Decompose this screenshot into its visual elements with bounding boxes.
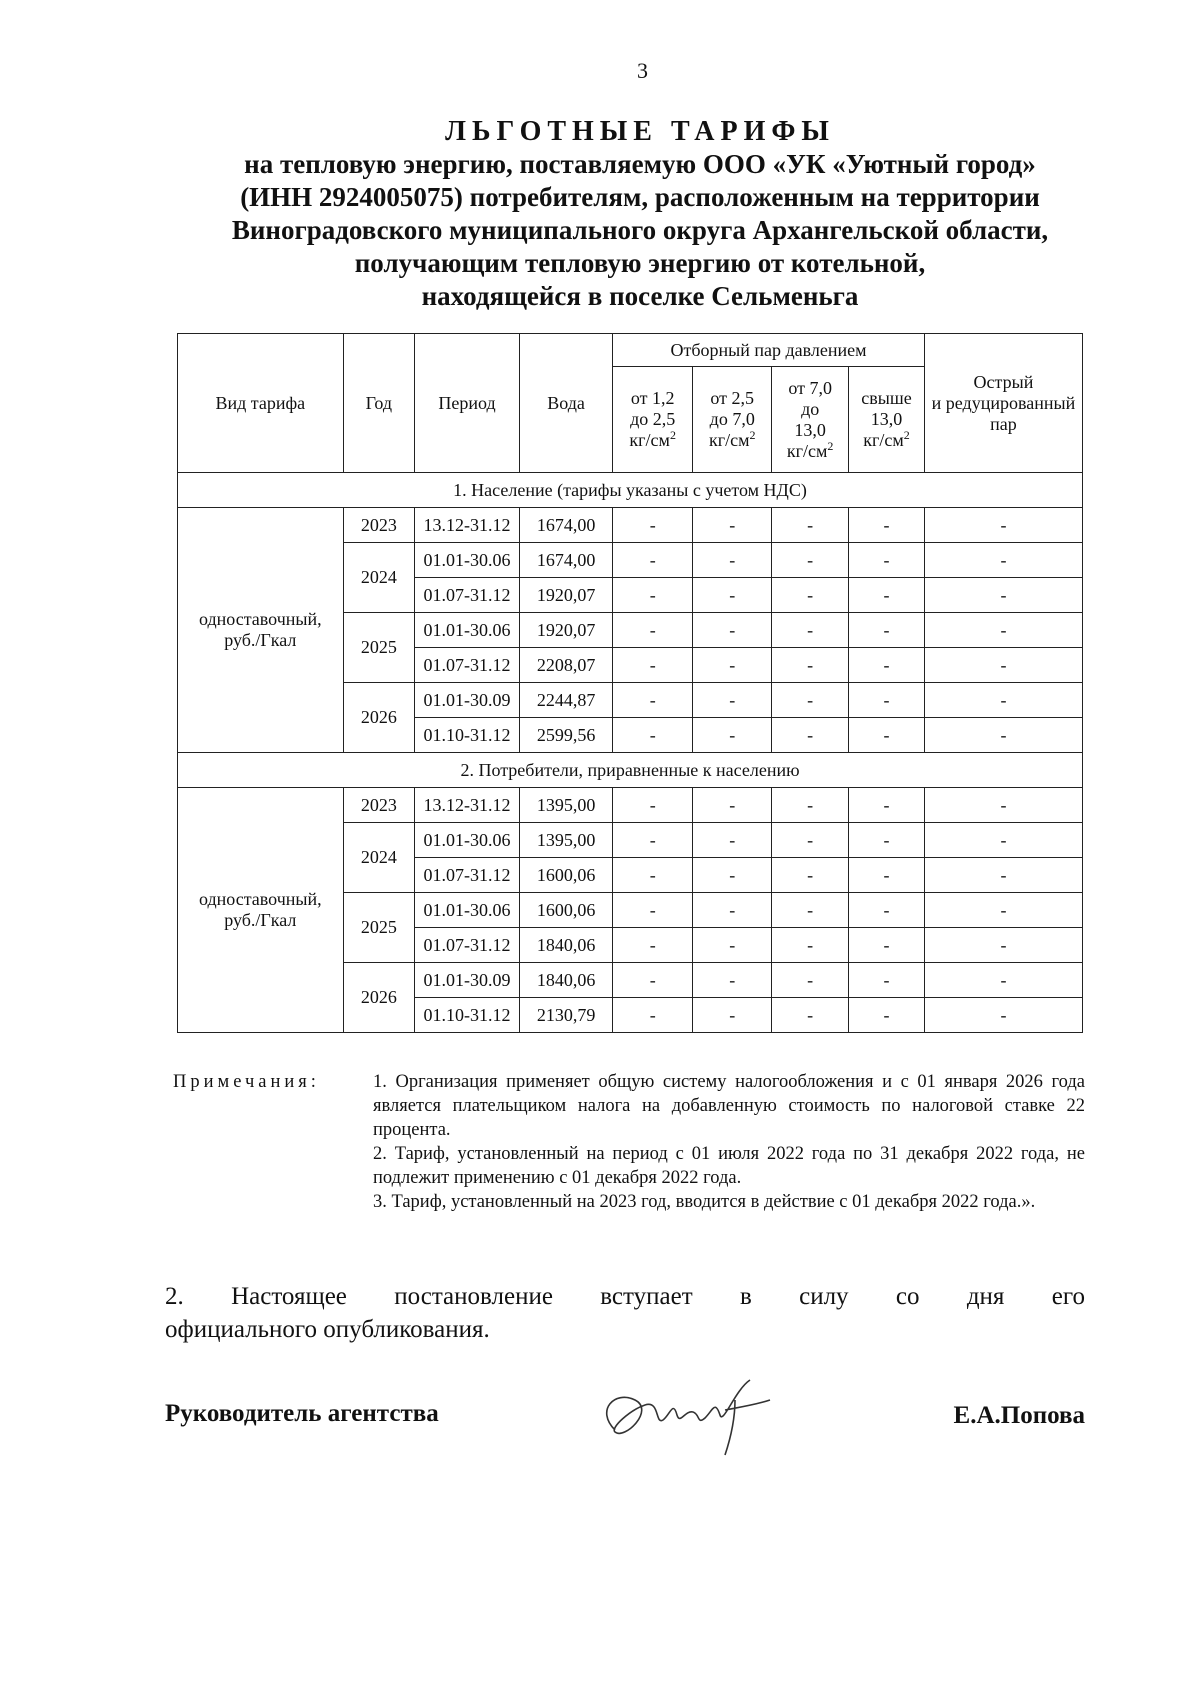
period-cell: 01.01-30.06 xyxy=(415,613,520,648)
period-cell: 13.12-31.12 xyxy=(415,788,520,823)
period-cell: 13.12-31.12 xyxy=(415,508,520,543)
water-value-cell: 2130,79 xyxy=(520,998,613,1033)
year-cell: 2023 xyxy=(343,788,414,823)
dash-cell: - xyxy=(924,543,1082,578)
section-title: 1. Население (тарифы указаны с учетом НДС) xyxy=(178,473,1083,508)
unit-exponent: 2 xyxy=(903,428,910,442)
period-cell: 01.07-31.12 xyxy=(415,858,520,893)
note-item: 1. Организация применяет общую систему налогообложения и с 01 января 2026 года является плательщиком налога на добавленную стоимость по налоговой ставке 22 процента. xyxy=(373,1072,1085,1140)
period-cell: 01.07-31.12 xyxy=(415,578,520,613)
dash-cell: - xyxy=(924,963,1082,998)
dash-cell: - xyxy=(613,963,693,998)
note-item: 3. Тариф, установленный на 2023 год, вводится в действие с 01 декабря 2022 года.». xyxy=(373,1192,1036,1212)
title-line: получающим тепловую энергию от котельной, xyxy=(354,248,926,278)
dash-cell: - xyxy=(613,613,693,648)
dash-cell: - xyxy=(849,578,925,613)
dash-cell: - xyxy=(693,823,772,858)
year-cell: 2025 xyxy=(343,893,414,963)
unit-text: кг/см xyxy=(863,430,904,450)
section-row xyxy=(178,753,1083,788)
dash-cell: - xyxy=(693,578,772,613)
handwritten-signature xyxy=(585,1370,785,1460)
water-value-cell: 1674,00 xyxy=(520,508,613,543)
header-sharp-line: пар xyxy=(990,413,1017,434)
period-cell: 01.07-31.12 xyxy=(415,928,520,963)
dash-cell: - xyxy=(924,893,1082,928)
dash-cell: - xyxy=(613,508,693,543)
tariff-table xyxy=(177,333,1083,1033)
year-cell: 2025 xyxy=(343,613,414,683)
title-line: (ИНН 2924005075) потребителям, расположенным на территории xyxy=(240,182,1040,212)
header-steam-line: до xyxy=(801,398,820,419)
water-value-cell: 2599,56 xyxy=(520,718,613,753)
notes-list xyxy=(373,1070,1085,1214)
table-row xyxy=(178,508,1083,543)
dash-cell: - xyxy=(772,788,849,823)
dash-cell: - xyxy=(924,683,1082,718)
title-line: находящейся в поселке Сельменьга xyxy=(421,281,859,311)
header-steam-unit xyxy=(774,438,846,462)
dash-cell: - xyxy=(849,648,925,683)
header-steam-line: до 2,5 xyxy=(630,409,676,429)
period-cell: 01.10-31.12 xyxy=(415,718,520,753)
water-value-cell: 1840,06 xyxy=(520,928,613,963)
unit-exponent: 2 xyxy=(669,428,676,442)
year-cell: 2026 xyxy=(343,963,414,1033)
header-steam-2 xyxy=(693,367,772,473)
dash-cell: - xyxy=(849,508,925,543)
dash-cell: - xyxy=(693,858,772,893)
dash-cell: - xyxy=(924,788,1082,823)
dash-cell: - xyxy=(613,578,693,613)
header-year: Год xyxy=(343,334,414,473)
paragraph-line: 2. Настоящее постановление вступает в силу со дня его xyxy=(165,1283,1085,1310)
header-steam-line: 13,0 xyxy=(870,409,903,429)
dash-cell: - xyxy=(772,613,849,648)
dash-cell: - xyxy=(924,928,1082,963)
unit-text: кг/см xyxy=(708,430,750,450)
dash-cell: - xyxy=(849,998,925,1033)
dash-cell: - xyxy=(924,508,1082,543)
dash-cell: - xyxy=(849,858,925,893)
dash-cell: - xyxy=(772,998,849,1033)
header-period: Период xyxy=(415,334,520,473)
dash-cell: - xyxy=(772,893,849,928)
water-value-cell: 1600,06 xyxy=(520,893,613,928)
dash-cell: - xyxy=(693,613,772,648)
period-cell: 01.01-30.09 xyxy=(415,683,520,718)
period-cell: 01.01-30.09 xyxy=(415,963,520,998)
title-line: на тепловую энергию, поставляемую ООО «УК «Уютный город» xyxy=(244,149,1036,179)
header-steam-unit xyxy=(615,430,690,451)
section-row xyxy=(178,473,1083,508)
dash-cell: - xyxy=(613,718,693,753)
dash-cell: - xyxy=(772,963,849,998)
year-cell: 2023 xyxy=(343,508,414,543)
header-sharp-line: и редуцированный xyxy=(931,392,1076,413)
dash-cell: - xyxy=(693,893,772,928)
header-steam-group: Отборный пар давлением xyxy=(613,334,925,367)
dash-cell: - xyxy=(849,613,925,648)
dash-cell: - xyxy=(849,823,925,858)
dash-cell: - xyxy=(924,613,1082,648)
dash-cell: - xyxy=(772,543,849,578)
header-steam-line: 13,0 xyxy=(794,419,826,440)
header-sharp-steam xyxy=(924,334,1082,473)
tariff-type-line: одноставочный, xyxy=(199,609,322,629)
period-cell: 01.01-30.06 xyxy=(415,893,520,928)
dash-cell: - xyxy=(613,788,693,823)
dash-cell: - xyxy=(924,858,1082,893)
dash-cell: - xyxy=(772,928,849,963)
period-cell: 01.07-31.12 xyxy=(415,648,520,683)
dash-cell: - xyxy=(772,683,849,718)
period-cell: 01.01-30.06 xyxy=(415,823,520,858)
header-steam-line: от 1,2 xyxy=(630,388,675,408)
dash-cell: - xyxy=(849,963,925,998)
table-row xyxy=(178,788,1083,823)
header-steam-line: от 7,0 xyxy=(788,377,832,398)
dash-cell: - xyxy=(613,858,693,893)
dash-cell: - xyxy=(693,928,772,963)
tariff-type-line: руб./Гкал xyxy=(224,630,297,650)
dash-cell: - xyxy=(613,823,693,858)
water-value-cell: 2244,87 xyxy=(520,683,613,718)
dash-cell: - xyxy=(772,718,849,753)
period-cell: 01.10-31.12 xyxy=(415,998,520,1033)
dash-cell: - xyxy=(613,683,693,718)
unit-exponent: 2 xyxy=(749,428,756,442)
header-tariff-type: Вид тарифа xyxy=(178,334,344,473)
dash-cell: - xyxy=(693,998,772,1033)
tariff-type-line: руб./Гкал xyxy=(224,910,297,930)
dash-cell: - xyxy=(924,578,1082,613)
section-title: 2. Потребители, приравненные к населению xyxy=(178,753,1083,788)
dash-cell: - xyxy=(924,823,1082,858)
tariff-type-cell xyxy=(178,508,344,753)
dash-cell: - xyxy=(693,963,772,998)
notes-label: Примечания: xyxy=(173,1072,320,1092)
water-value-cell: 1840,06 xyxy=(520,963,613,998)
dash-cell: - xyxy=(613,893,693,928)
header-steam-line: свыше xyxy=(861,388,912,408)
year-cell: 2024 xyxy=(343,823,414,893)
dash-cell: - xyxy=(613,998,693,1033)
header-sharp-line: Острый xyxy=(973,371,1034,392)
dash-cell: - xyxy=(924,718,1082,753)
unit-text: кг/см xyxy=(786,440,828,461)
dash-cell: - xyxy=(772,578,849,613)
header-steam-unit xyxy=(851,430,922,451)
water-value-cell: 1920,07 xyxy=(520,578,613,613)
header-steam-1 xyxy=(613,367,693,473)
water-value-cell: 1674,00 xyxy=(520,543,613,578)
dash-cell: - xyxy=(772,648,849,683)
dash-cell: - xyxy=(693,543,772,578)
dash-cell: - xyxy=(772,823,849,858)
dash-cell: - xyxy=(849,683,925,718)
water-value-cell: 1600,06 xyxy=(520,858,613,893)
header-steam-3 xyxy=(772,367,849,473)
dash-cell: - xyxy=(613,648,693,683)
header-water: Вода xyxy=(520,334,613,473)
resolution-paragraph xyxy=(165,1280,1085,1346)
tariff-type-cell xyxy=(178,788,344,1033)
title-line: Виноградовского муниципального округа Архангельской области, xyxy=(231,215,1049,245)
dash-cell: - xyxy=(693,648,772,683)
water-value-cell: 1395,00 xyxy=(520,823,613,858)
year-cell: 2026 xyxy=(343,683,414,753)
dash-cell: - xyxy=(849,788,925,823)
dash-cell: - xyxy=(772,508,849,543)
dash-cell: - xyxy=(849,928,925,963)
water-value-cell: 1395,00 xyxy=(520,788,613,823)
signer-role: Руководитель агентства xyxy=(165,1400,439,1427)
header-steam-unit xyxy=(695,430,769,451)
dash-cell: - xyxy=(613,928,693,963)
dash-cell: - xyxy=(772,858,849,893)
water-value-cell: 2208,07 xyxy=(520,648,613,683)
dash-cell: - xyxy=(924,998,1082,1033)
header-steam-4 xyxy=(849,367,925,473)
dash-cell: - xyxy=(693,683,772,718)
dash-cell: - xyxy=(613,543,693,578)
dash-cell: - xyxy=(693,718,772,753)
title-main: ЛЬГОТНЫЕ ТАРИФЫ xyxy=(445,116,835,147)
dash-cell: - xyxy=(693,508,772,543)
tariff-type-line: одноставочный, xyxy=(199,889,322,909)
signature-block xyxy=(165,1370,1085,1470)
header-steam-line: от 2,5 xyxy=(710,388,755,408)
dash-cell: - xyxy=(924,648,1082,683)
dash-cell: - xyxy=(849,893,925,928)
dash-cell: - xyxy=(693,788,772,823)
header-steam-line: до 7,0 xyxy=(709,409,755,429)
dash-cell: - xyxy=(849,718,925,753)
period-cell: 01.01-30.06 xyxy=(415,543,520,578)
year-cell: 2024 xyxy=(343,543,414,613)
note-item: 2. Тариф, установленный на период с 01 июля 2022 года по 31 декабря 2022 года, не подлежит применению с 01 декабря 2022 года. xyxy=(373,1144,1085,1188)
page-number: 3 xyxy=(637,58,648,83)
water-value-cell: 1920,07 xyxy=(520,613,613,648)
unit-exponent: 2 xyxy=(827,438,834,453)
paragraph-line: официального опубликования. xyxy=(165,1316,490,1343)
signer-name: Е.А.Попова xyxy=(953,1402,1085,1429)
document-title xyxy=(150,115,1130,313)
dash-cell: - xyxy=(849,543,925,578)
unit-text: кг/см xyxy=(629,430,670,450)
